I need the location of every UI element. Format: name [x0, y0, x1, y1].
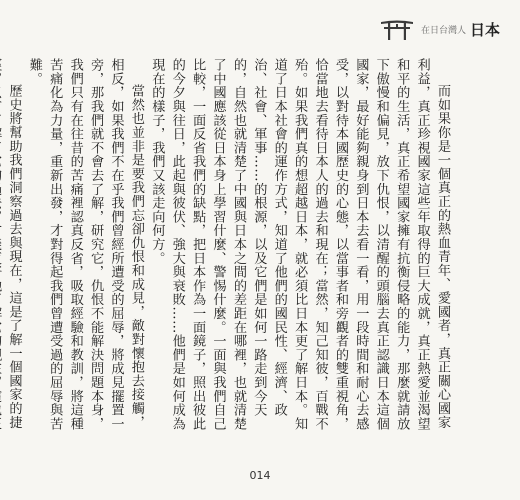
- paragraph-1: 而如果你是一個真正的熱血青年、愛國者，真正關心國家利益，真正珍視國家這些年取得的巨大成就，真正熱愛並渴望和平的生活，真正希望國家擁有抗衡侵略的能力，那麼就請放下傲慢和偏見，放下仇恨，以清醒的頭腦去真正認識日本這個國家，最好能夠親身到日本去看一看，用一段時間和耐心去感受，以對待本國歷史的心態，以當事者和旁觀者的雙重視角，恰當地去看待日本人的過去和現在；當然，知己知彼，百戰不殆。如果我們真的想超越日本，就必須比日本更了解日本。知道了日本社會的運作方式，知道了他們的國民性、經濟、政治、社會、軍事……的根源，以及它們是如何一路走到今天的，自然也就清楚了中國與日本之間的差距在哪裡，也就清楚了中國應該從日本身上學習什麼、警惕什麼。一面與我們自己比較，一面反省我們的缺點，把日本作為一面鏡子，照出彼此的今夕與往日，此起與彼伏、強大與衰敗……他們是如何成為現在的樣子，我們又該走向何方。: [149, 58, 450, 431]
- running-header: [379, 18, 500, 40]
- torii-gate-icon: [379, 18, 415, 40]
- header-small-text: 在日台灣人: [420, 25, 466, 36]
- page-number: 014: [249, 469, 271, 482]
- vertical-body-text: [6, 58, 452, 436]
- header-title: [421, 19, 500, 40]
- paragraph-3: 歷史將幫助我們洞察過去與現在，這是了解一個國家的捷: [6, 84, 22, 430]
- header-big-text: 日本: [469, 20, 500, 39]
- paragraph-2: 當然也並非是要我們忘卻仇恨和成見，敵對懷抱去接觸，相反，如果我們不在乎我們曾經所遭受的屈辱，將成見擺置一旁，那我們就不會去了解，研究它，仇恨不能解決問題本身，我們只有在往昔的苦痛裡認真反省，吸取經驗和教訓，將這種苦痛化為力量，重新出發，才對得起我們曾遭受過的屈辱與苦難。: [26, 58, 144, 431]
